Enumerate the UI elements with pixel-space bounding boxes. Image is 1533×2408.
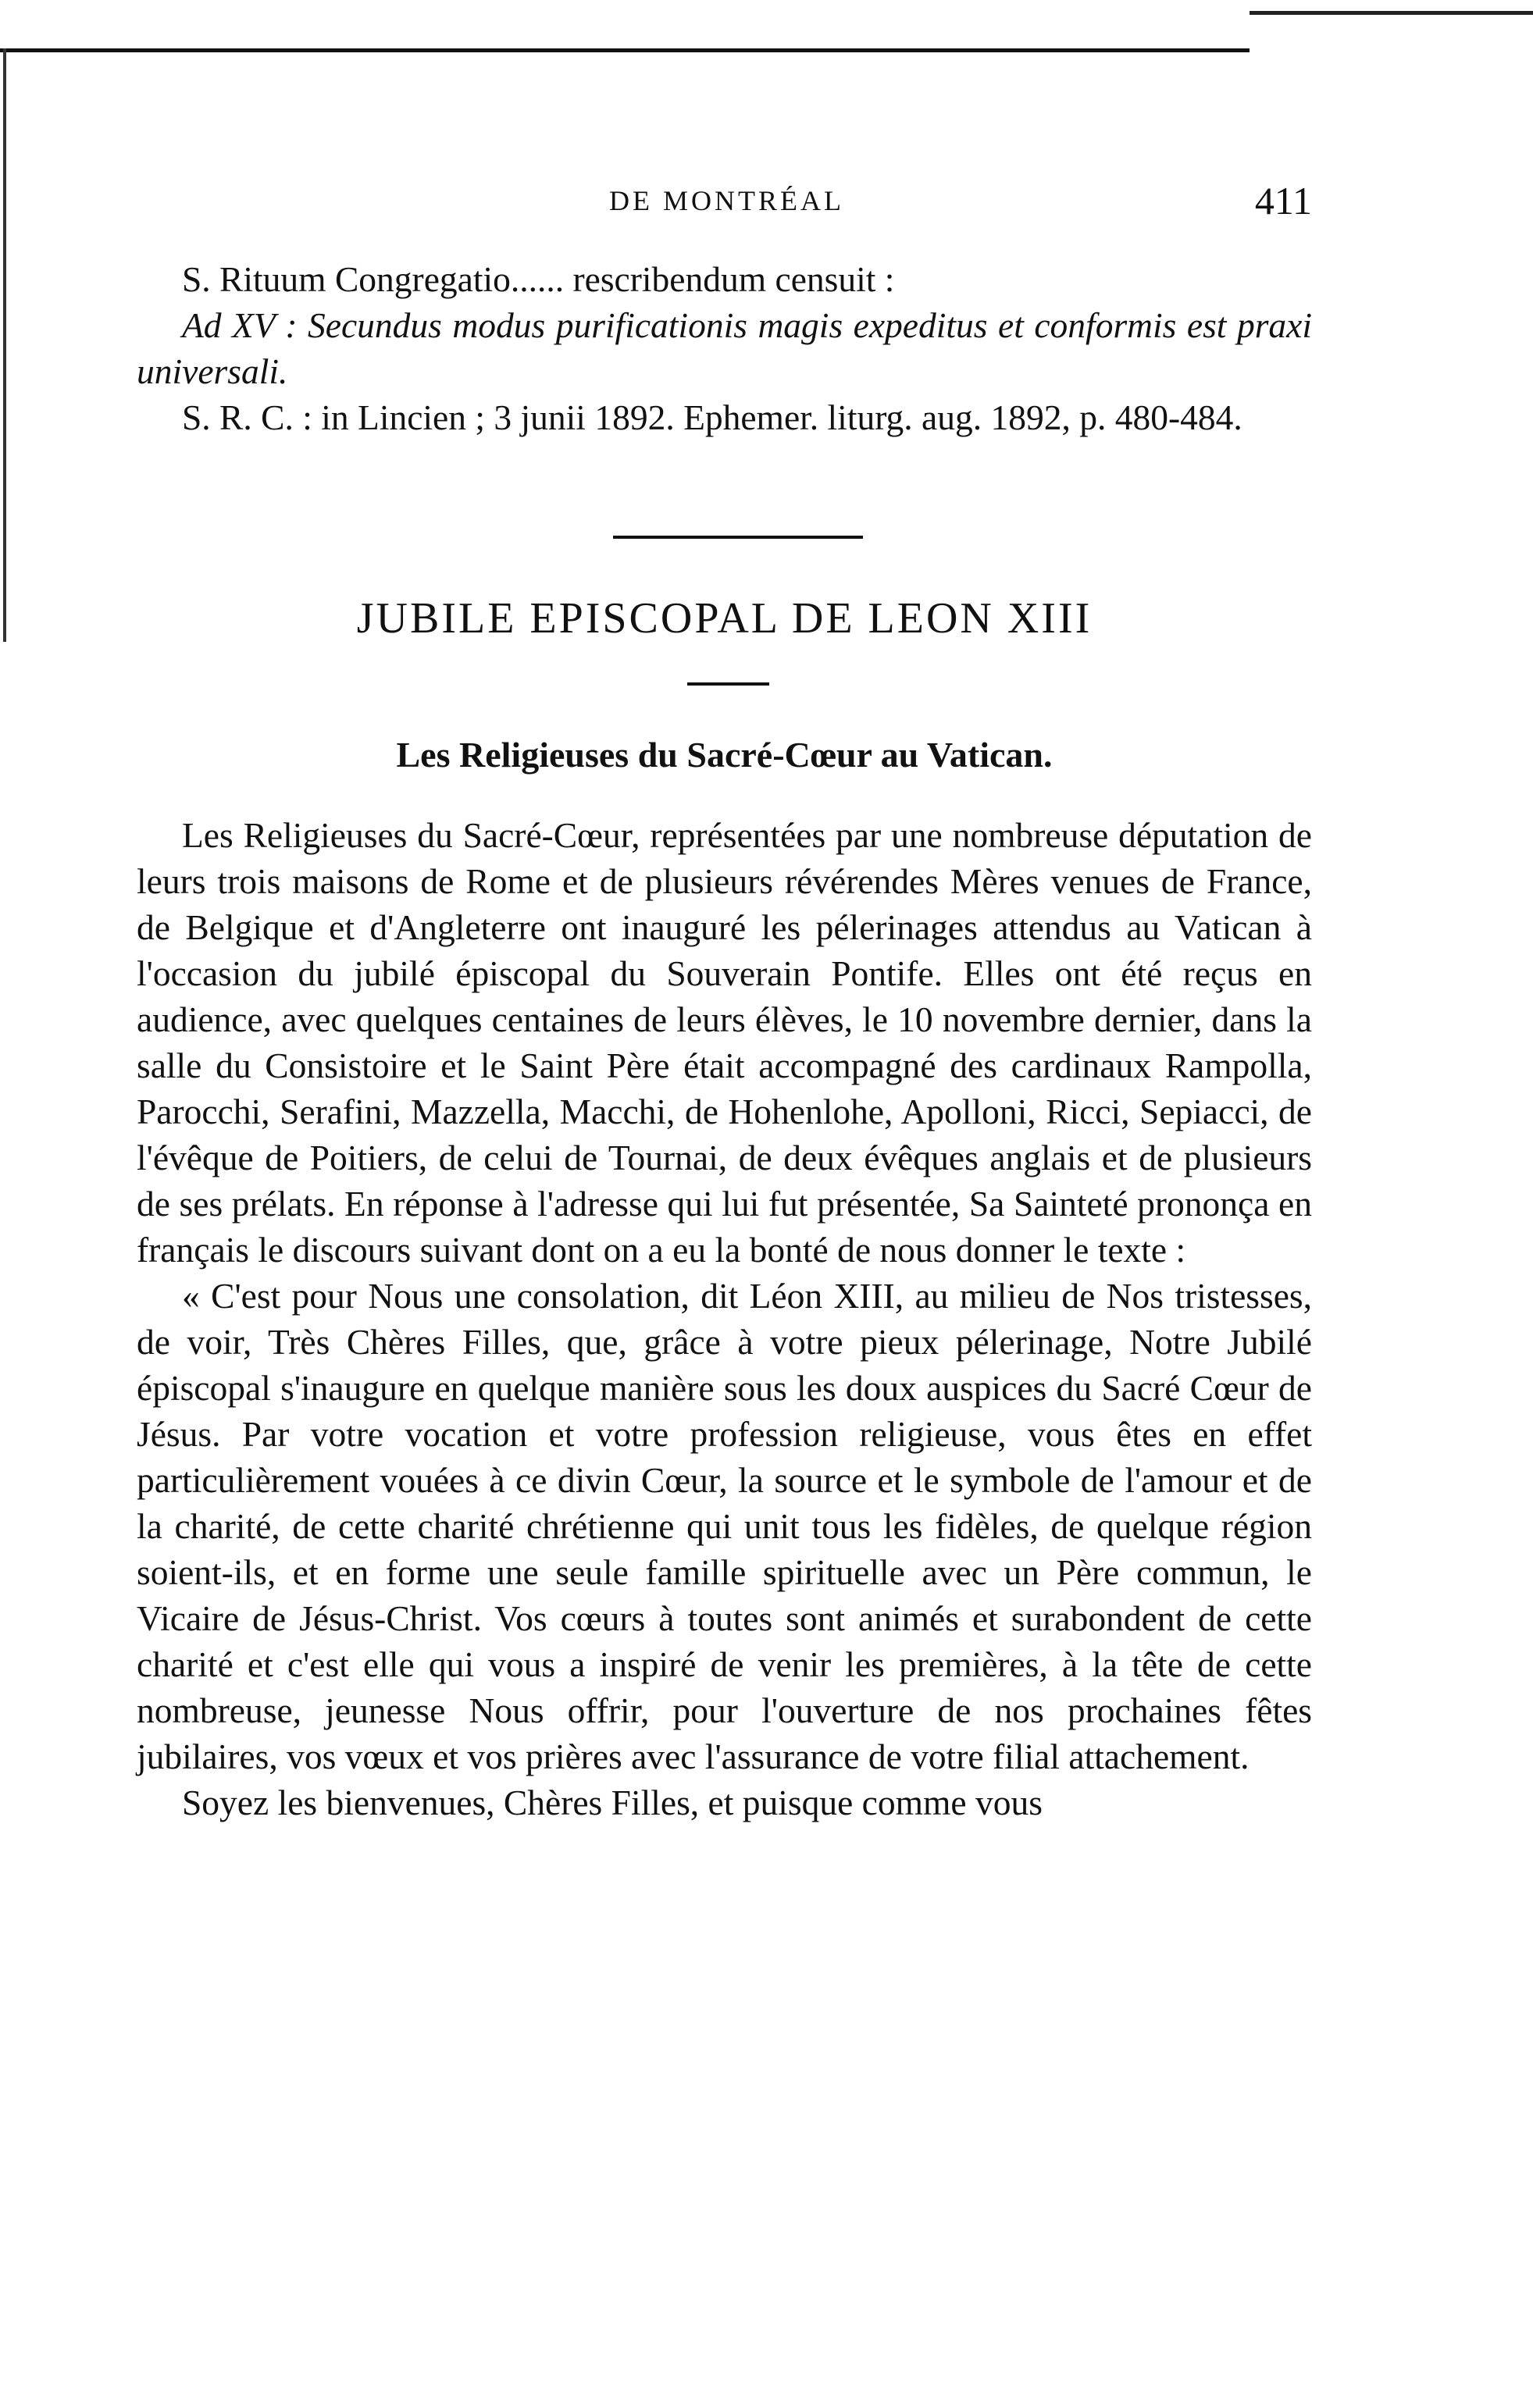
section-title: JUBILE EPISCOPAL DE LEON XIII [356, 594, 1093, 643]
title-divider [687, 682, 769, 686]
rescript-line: S. Rituum Congregatio...... rescribendum censuit : [182, 259, 895, 299]
ad-xv-text: Ad XV : Secundus modus purificationis magis expeditus et conformis est praxi universali. [137, 305, 1312, 391]
paragraph: Les Religieuses du Sacré-Cœur, représentées par une nombreuse députation de leurs trois maisons de Rome et de plusieurs révérendes Mères venues de France, de Belgique et d'Angleterre ont inauguré les pélerinages attendus au Vatican à l'occasion du jubilé épiscopal du Souverain Pontife. Elles ont été reçus en audience, avec quelques centaines de leurs élèves, le 10 novembre dernier, dans la salle du Consistoire et le Saint Père était accompagné des cardinaux Rampolla, Parocchi, Serafini, Mazzella, Macchi, de Hohenlohe, Apolloni, Ricci, Sepiacci, de l'évêque de Poitiers, de celui de Tournai, de deux évêques anglais et de plusieurs de ses prélats. En réponse à l'adresse qui lui fut présentée, Sa Sainteté prononça en français le discours suivant dont on a eu la bonté de nous donner le texte : [137, 815, 1312, 1270]
left-border-line [3, 48, 6, 642]
running-head: DE MONTRÉAL [609, 185, 844, 216]
page-header [141, 178, 1312, 225]
section-divider [613, 536, 863, 539]
top-border-line [0, 48, 1250, 52]
reference-line: S. R. C. : in Lincien ; 3 junii 1892. Ephemer. liturg. aug. 1892, p. 480-484. [182, 397, 1242, 437]
body-text [137, 812, 1312, 1826]
page-number: 411 [1254, 179, 1312, 223]
top-border-line-right [1250, 11, 1533, 15]
section-subtitle: Les Religieuses du Sacré-Cœur au Vatican. [396, 735, 1053, 775]
paragraph: « C'est pour Nous une consolation, dit Léon XIII, au milieu de Nos tristesses, de voir, Très Chères Filles, que, grâce à votre pieux pélerinage, Notre Jubilé épiscopal s'inaugure en quelque manière sous les doux auspices du Sacré Cœur de Jésus. Par votre vocation et votre profession religieuse, vous êtes en effet particulièrement vouées à ce divin Cœur, la source et le symbole de l'amour et de la charité, de cette charité chrétienne qui unit tous les fidèles, de quelque région soient-ils, et en forme une seule famille spirituelle avec un Père commun, le Vicaire de Jésus-Christ. Vos cœurs à toutes sont animés et surabondent de cette charité et c'est elle qui vous a inspiré de venir les premières, à la tête de cette nombreuse, jeunesse Nous offrir, pour l'ouverture de nos prochaines fêtes jubilaires, vos vœux et vos prières avec l'assurance de votre filial attachement. [137, 1276, 1312, 1776]
paragraph: Soyez les bienvenues, Chères Filles, et puisque comme vous [182, 1783, 1043, 1822]
opening-block [137, 256, 1312, 440]
